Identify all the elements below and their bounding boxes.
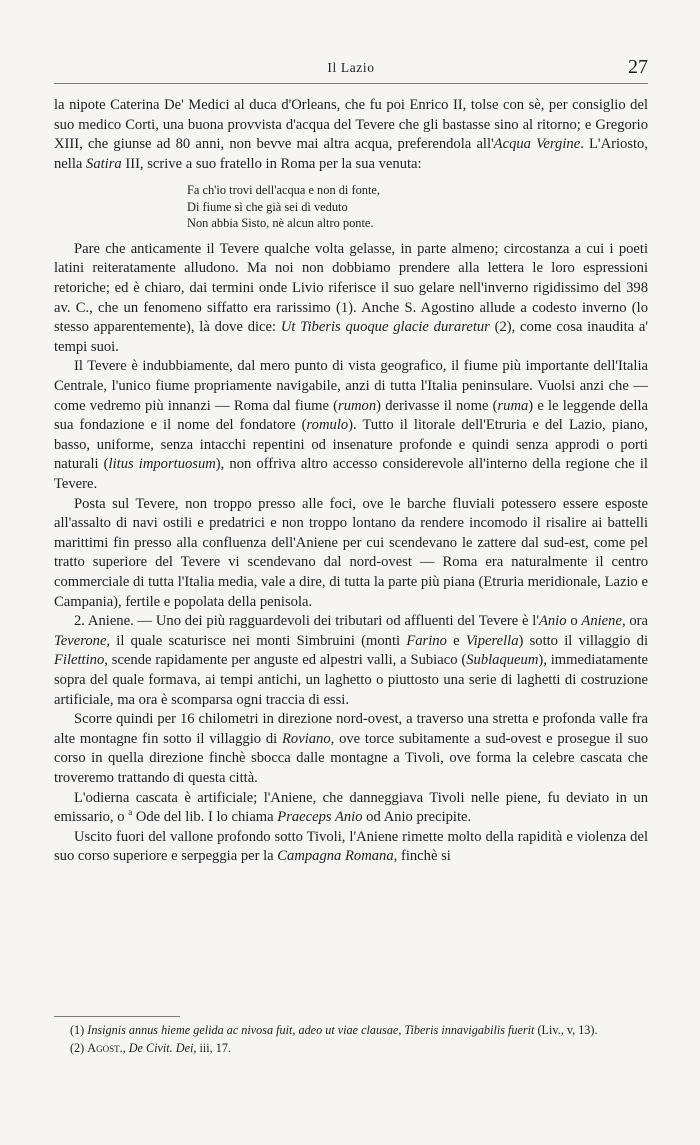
verse-line-1: Fa ch'io trovi dell'acqua e non di fonte, — [187, 183, 381, 198]
italic-run: De Civit. Dei — [128, 1040, 194, 1055]
text-run: Il Tevere è indubbiamente, dal mero punto di vista geografico, il fiume più importante dell'Italia Centrale, l'unico fiume propriamente navigabile, anzi di tutta l'Italia peninsulare. Vuolsi anzi che — come vedremo più innanzi — Roma dal fiume ( — [54, 358, 648, 414]
text-run: o — [566, 613, 582, 630]
paragraph-5 — [54, 612, 648, 710]
text-run: , iii, 17. — [193, 1040, 231, 1055]
text-run: e — [446, 632, 466, 649]
footnote-rule — [54, 1016, 180, 1017]
text-run: (Liv., v, 13). — [534, 1023, 598, 1037]
text-run: , — [122, 1040, 129, 1055]
text-run: Scorre quindi per 16 chilometri in direzione nord-ovest, a traverso una stretta e profonda valle fra alte montagne fin sotto il villaggio di — [54, 711, 648, 747]
verse-quote — [187, 182, 648, 232]
text-run: L'odierna cascata è artificiale; l'Aniene, che danneggiava Tivoli nelle piene, fu deviato in un emissario, o — [54, 789, 648, 826]
paragraph-3 — [54, 357, 648, 494]
italic-run: Teverone — [54, 632, 107, 649]
italic-run: Ut Tiberis quoque glacie duraretur — [280, 319, 490, 336]
italic-run: litus importuosum — [108, 456, 216, 473]
text-run: , il quale scaturisce nei monti Simbruini (monti — [106, 632, 407, 649]
text-run: , scende rapidamente per anguste ed alpestri valli, a Subiaco ( — [104, 652, 467, 669]
italic-run: Campagna Romana — [277, 848, 394, 865]
superscript: a — [128, 807, 133, 818]
text-run: od Anio precipite. — [362, 809, 472, 826]
italic-run: romulo — [306, 417, 349, 434]
footnote-number: (1) — [70, 1023, 88, 1037]
text-run: la nipote Caterina De' Medici al duca d'Orleans, che fu poi Enrico II, tolse con sè, per consiglio del suo medico Corti, una buona provvista d'acqua del Tevere che gli bastasse sino al ritorno; e Gregorio XIII, che giunse ad 80 anni, non bevve mai altra acqua, preferendola all' — [54, 97, 648, 153]
text-run: , finchè si — [393, 848, 451, 865]
footnote-1 — [54, 1022, 648, 1040]
italic-run: Filettino — [54, 652, 105, 669]
header-rule — [54, 83, 648, 84]
text-run: . L'Ariosto, nella — [54, 136, 648, 172]
italic-run: Anio — [538, 613, 567, 630]
footnotes — [54, 1022, 648, 1057]
italic-run: Praeceps Anio — [277, 809, 363, 826]
text-run: ). Tutto il litorale dell'Etruria e del Lazio, piano, basso, uniforme, senza intacchi repentini od insenature profonde e quindi senza approdi o porti naturali ( — [54, 417, 648, 473]
italic-run: Roviano — [282, 730, 331, 747]
text-run: ) e le leggende della sua fondazione e il nome del fondatore ( — [54, 397, 648, 434]
body-text — [54, 96, 648, 867]
footnote-2 — [54, 1040, 648, 1058]
paragraph-2 — [54, 240, 648, 358]
running-title: Il Lazio — [327, 60, 375, 75]
text-run: ), non offriva altro accesso considerevole all'interno della regione che il Tevere. — [54, 456, 648, 492]
text-run: 2. Aniene. — Uno dei più ragguardevoli dei tributari od affluenti del Tevere è l' — [74, 613, 539, 630]
italic-run: Aniene — [581, 613, 622, 630]
text-run: ) derivasse il nome ( — [376, 397, 498, 414]
text-run: ), immediatamente sopra del quale formava, ai tempi antichi, un laghetto o piuttosto una serie di laghetti di costruzione artificiale, ma ora è scomparsa ogni traccia di essi. — [54, 652, 648, 708]
footnote-number: (2) — [70, 1040, 88, 1055]
text-run: ) sotto il villaggio di — [518, 632, 648, 649]
italic-run: ruma — [497, 397, 529, 414]
text-run: III, scrive a suo fratello in Roma per la sua venuta: — [121, 155, 422, 172]
page-header — [54, 56, 648, 82]
italic-run: Satira — [86, 155, 122, 172]
italic-run: rumon — [338, 397, 377, 414]
text-run: , ove torce subitamente a sud-ovest e prosegue il suo corso in quella direzione finchè sbocca dalle montagne a Tivoli, ove forma la celebre cascata che troveremo trattando di questa città. — [54, 730, 648, 786]
text-run: Ode del lib. I lo chiama — [132, 809, 278, 826]
text-run: (2), come cosa inaudita a' tempi suoi. — [54, 319, 648, 355]
text-run: , ora — [621, 613, 649, 630]
verse-line-3: Non abbia Sisto, nè alcun altro ponte. — [187, 216, 374, 231]
italic-run: Viperella — [465, 632, 519, 649]
paragraph-6 — [54, 710, 648, 788]
page-number: 27 — [628, 56, 648, 78]
italic-run: Insignis annus hieme gelida ac nivosa fuit, adeo ut viae clausae, Tiberis innavigabilis fuerit — [87, 1023, 535, 1037]
italic-run: Sublaqueum — [466, 652, 539, 669]
paragraph-1 — [54, 96, 648, 174]
small-caps-run: Agost. — [87, 1040, 123, 1055]
paragraph-4: Posta sul Tevere, non troppo presso alle foci, ove le barche fluviali potessero essere esposte all'assalto di navi ostili e predatrici e non troppo lontano da rendere incomodo il risalire ai battelli marittimi fin presso alla confluenza dell'Aniene per cui scendevano le zattere dal sud-est, come pel tratto superiore del Tevere vi scendevano dal nord-ovest — Roma era naturalmente il centro commerciale di tutta l'Italia media, vale a dire, di tutta la parte più piana (Etruria meridionale, Lazio e Campania), fertile e popolata della penisola. — [54, 495, 648, 610]
verse-line-2: Di fiume sì che già sei dì veduto — [187, 199, 348, 214]
text-run: Uscito fuori del vallone profondo sotto Tivoli, l'Aniene rimette molto della rapidità e violenza del suo corso superiore e serpeggia per la — [54, 828, 648, 865]
text-run: Pare che anticamente il Tevere qualche volta gelasse, in parte almeno; circostanza a cui i poeti latini reiteratamente alludono. Ma noi non dobbiamo prendere alla lettera le loro espressioni retoriche; ed è chiaro, dai termini onde Livio riferisce il suo gelare nell'inverno rigidissimo del 398 av. C., che un fenomeno siffatto era rarissimo (1). Anche S. Agostino allude a codesto inverno (lo stesso apparentemente), là dove dice: — [54, 240, 648, 336]
paragraph-8 — [54, 828, 648, 867]
italic-run: Acqua Vergine — [493, 136, 581, 153]
paragraph-7 — [54, 789, 648, 828]
italic-run: Farino — [406, 632, 447, 649]
